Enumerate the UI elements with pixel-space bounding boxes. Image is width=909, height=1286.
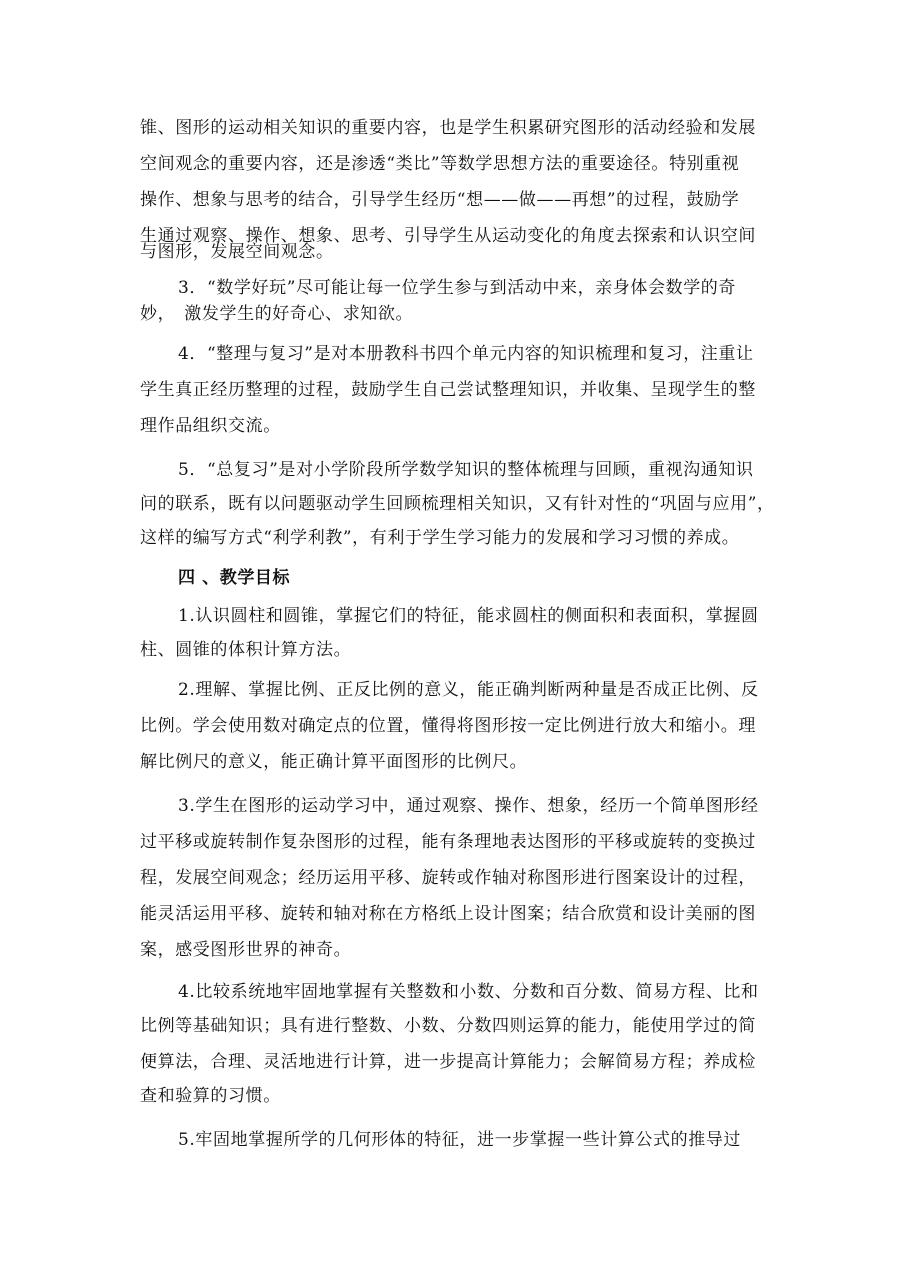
text-line-end: 与图形，发展空间观念。 <box>140 242 334 262</box>
text-line: 5.牢固地掌握所学的几何形体的特征，进一步掌握一些计算公式的推导过 <box>178 1130 742 1150</box>
text-line: 空间观念的重要内容，还是渗透“类比”等数学思想方法的重要途径。特别重视 <box>140 154 740 174</box>
text-line: 3．“数学好玩”尽可能让每一位学生参与到活动中来，亲身体会数学的奇 <box>178 278 736 298</box>
text-line: 5．“总复习”是对小学阶段所学数学知识的整体梳理与回顾，重视沟通知识 <box>178 460 754 480</box>
text-line: 锥、图形的运动相关知识的重要内容，也是学生积累研究图形的活动经验和发展 <box>140 118 756 138</box>
text-line: 3.学生在图形的运动学习中，通过观察、操作、想象，经历一个简单图形经 <box>178 796 759 816</box>
text-line: 妙， 激发学生的好奇心、求知欲。 <box>140 304 414 324</box>
text-line: 查和验算的习惯。 <box>140 1086 281 1106</box>
text-line: 4.比较系统地牢固地掌握有关整数和小数、分数和百分数、简易方程、比和 <box>178 982 759 1002</box>
text-line: 解比例尺的意义，能正确计算平面图形的比例尺。 <box>140 752 528 772</box>
text-line: 过平移或旋转制作复杂图形的过程，能有条理地表达图形的平移或旋转的变换过 <box>140 832 756 852</box>
text-line: 生通过观察、操作、想象、思考、引导学生从运动变化的角度去探索和认识空间 <box>140 226 756 246</box>
text-line: 学生真正经历整理的过程，鼓励学生自己尝试整理知识，并收集、呈现学生的整 <box>140 380 756 400</box>
text-line: 能灵活运用平移、旋转和轴对称在方格纸上设计图案；结合欣赏和设计美丽的图 <box>140 904 756 924</box>
text-line: 理作品组织交流。 <box>140 416 281 436</box>
text-line: 这样的编写方式“利学利教”，有利于学生学习能力的发展和学习习惯的养成。 <box>140 528 740 548</box>
text-line: 1.认识圆柱和圆锥，掌握它们的特征，能求圆柱的侧面积和表面积，掌握圆 <box>178 606 759 626</box>
text-line: 比例等基础知识；具有进行整数、小数、分数四则运算的能力，能使用学过的简 <box>140 1016 756 1036</box>
text-line: 比例。学会使用数对确定点的位置，懂得将图形按一定比例进行放大和缩小。理 <box>140 716 756 736</box>
section-heading: 四 、教学目标 <box>178 568 291 588</box>
text-line: 案，感受图形世界的神奇。 <box>140 940 352 960</box>
text-line: 柱、圆锥的体积计算方法。 <box>140 640 352 660</box>
text-line: 问的联系，既有以问题驱动学生回顾梳理相关知识，又有针对性的“巩固与应用”， <box>140 494 775 514</box>
text-line: 2.理解、掌握比例、正反比例的意义，能正确判断两种量是否成正比例、反 <box>178 680 759 700</box>
text-line: 程，发展空间观念；经历运用平移、旋转或作轴对称图形进行图案设计的过程， <box>140 868 756 888</box>
text-line: 操作、想象与思考的结合，引导学生经历“想——做——再想”的过程，鼓励学 <box>140 190 740 210</box>
text-line: 便算法，合理、灵活地进行计算，进一步提高计算能力；会解简易方程；养成检 <box>140 1052 756 1072</box>
text-line: 4．“整理与复习”是对本册教科书四个单元内容的知识梳理和复习，注重让 <box>178 344 754 364</box>
